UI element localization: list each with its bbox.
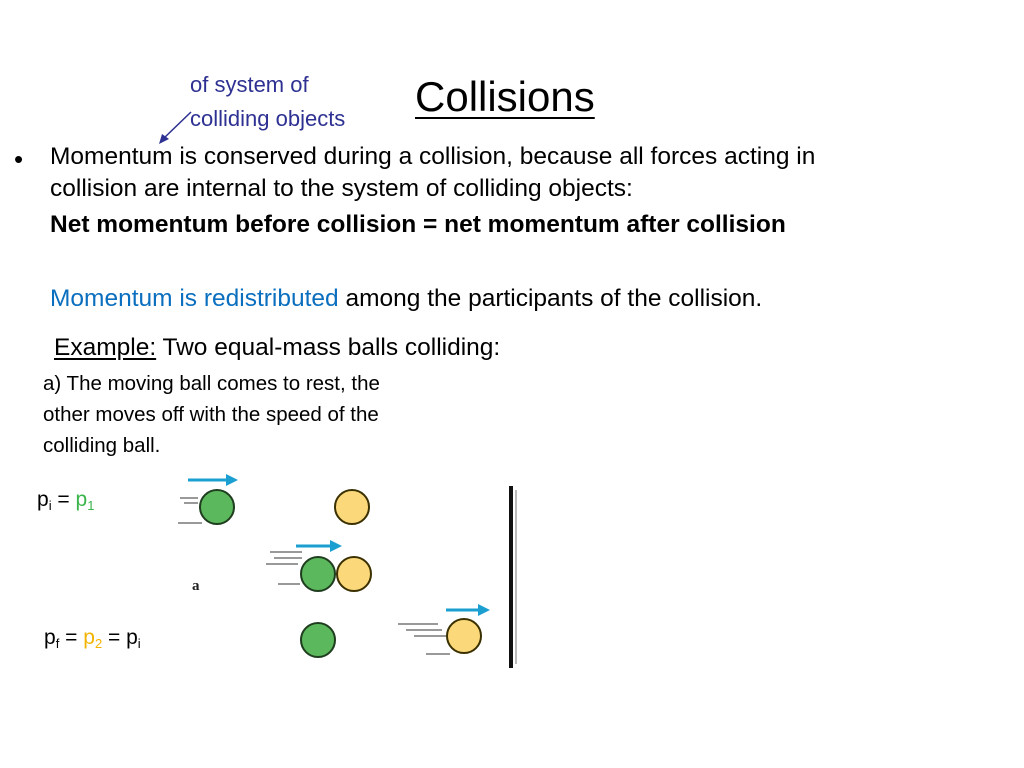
figure-label-a: a (192, 578, 200, 594)
p-symbol: p (44, 626, 56, 649)
redistribution-statement (50, 283, 762, 315)
stage-3-after (301, 604, 490, 657)
slide-title: Collisions (415, 73, 595, 120)
case-a-line-2: other moves off with the speed of the (43, 403, 379, 426)
p2-symbol: $p_2$ (83, 626, 103, 651)
annotation-note (190, 68, 345, 136)
subscript-f: f (55, 636, 60, 651)
example-label: Example: (54, 334, 157, 361)
example-heading (54, 332, 500, 364)
subscript-i: i (48, 498, 52, 513)
velocity-arrowhead (330, 540, 342, 552)
bullet-line-1: Momentum is conserved during a collision, because all forces acting in (50, 143, 816, 170)
velocity-arrowhead (226, 474, 238, 486)
yellow-ball (337, 557, 371, 591)
yellow-ball (335, 490, 369, 524)
example-text: Two equal-mass balls colliding: (156, 334, 501, 361)
redistribution-highlight: Momentum is redistributed (50, 285, 339, 312)
equals-sign: = (59, 626, 84, 649)
bullet-marker: • (14, 144, 24, 174)
stage-1-before (178, 474, 369, 524)
case-a-line-1: a) The moving ball comes to rest, the (43, 372, 380, 395)
green-ball (301, 557, 335, 591)
initial-momentum-equation (37, 486, 94, 514)
bullet-paragraph (50, 141, 815, 205)
annotation-line-1: of system of (190, 72, 309, 97)
collision-diagram (170, 468, 530, 670)
stage-2-contact (192, 540, 371, 594)
green-ball (301, 623, 335, 657)
p1-symbol: $p_1$ (75, 488, 95, 513)
green-ball (200, 490, 234, 524)
case-a-description (43, 368, 380, 461)
bullet-line-2: collision are internal to the system of colliding objects: (50, 175, 633, 202)
case-a-line-3: colliding ball. (43, 434, 161, 457)
equals-sign-2: = (102, 626, 127, 649)
redistribution-rest: among the participants of the collision. (338, 285, 763, 312)
velocity-arrowhead (478, 604, 490, 616)
equals-sign: = (51, 488, 76, 511)
pi-symbol: $p_i$ (126, 626, 141, 651)
p-symbol: p (37, 488, 49, 511)
final-momentum-equation (44, 624, 141, 652)
yellow-ball (447, 619, 481, 653)
conservation-rule: Net momentum before collision = net momentum after collision (50, 211, 786, 238)
annotation-line-2: colliding objects (190, 106, 346, 131)
